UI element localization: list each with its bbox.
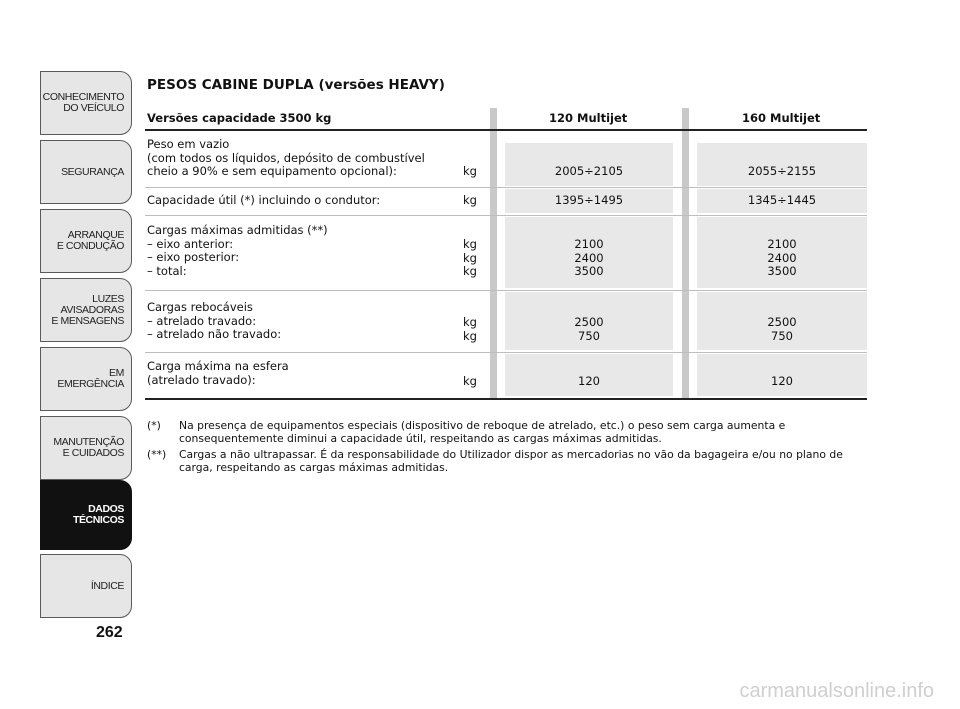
row-label-cargas-maximas: Cargas máximas admitidas (**) – eixo anterior: – eixo posterior: – total: — [147, 223, 328, 278]
row-separator — [145, 290, 867, 291]
value-120-capacidade-util: 1395÷1495 — [554, 193, 624, 207]
row-label-cargas-rebocaveis: Cargas rebocáveis – atrelado travado: – atrelado não travado: — [147, 300, 282, 341]
column-separator — [682, 108, 689, 400]
sidebar-tab-seguranca[interactable] — [40, 140, 132, 204]
value-120-cargas-maximas: 2100 2400 3500 — [574, 237, 604, 278]
footnote-text: Cargas a não ultrapassar. É da responsabilidade do Utilizador dispor as mercadorias no vão da bagageira e/ou no plano de carga, respeitando as cargas máximas admitidas. — [179, 448, 843, 474]
sidebar-tab-arranque[interactable] — [40, 209, 132, 273]
page-number: 262 — [96, 624, 123, 641]
footnotes — [147, 419, 867, 477]
sidebar-tab-label: DADOS TÉCNICOS — [72, 503, 124, 526]
row-unit: kg kg kg — [463, 237, 477, 278]
row-unit: kg — [463, 374, 477, 388]
sidebar-tab-label: CONHECIMENTO DO VEÍCULO — [42, 91, 124, 114]
page-title: PESOS CABINE DUPLA (versões HEAVY) — [147, 77, 445, 93]
value-160-cargas-rebocaveis: 2500 750 — [767, 315, 797, 343]
row-unit: kg — [463, 164, 477, 178]
sidebar-tab-luzes[interactable] — [40, 278, 132, 342]
row-label-carga-esfera: Carga máxima na esfera (atrelado travado): — [147, 359, 289, 387]
value-160-carga-esfera: 120 — [771, 374, 793, 388]
value-160-peso-vazio: 2055÷2155 — [747, 164, 817, 178]
footnote-mark: (*) — [147, 419, 161, 432]
sidebar-tab-label: LUZES AVISADORAS E MENSAGENS — [51, 292, 124, 327]
row-separator — [145, 187, 867, 188]
header-versions: Versões capacidade 3500 kg — [147, 111, 332, 125]
sidebar-tab-emergencia[interactable] — [40, 347, 132, 411]
footnote — [147, 419, 867, 445]
footnote-mark: (**) — [147, 448, 167, 461]
row-separator — [145, 352, 867, 353]
sidebar-tab-label: ÍNDICE — [90, 579, 124, 592]
sidebar-tab-conhecimento[interactable] — [40, 71, 132, 135]
sidebar-tab-label: SEGURANÇA — [61, 165, 124, 178]
value-160-capacidade-util: 1345÷1445 — [747, 193, 817, 207]
row-label-capacidade-util: Capacidade útil (*) incluindo o condutor: — [147, 193, 381, 207]
row-unit: kg — [463, 193, 477, 207]
row-label-peso-vazio: Peso em vazio (com todos os líquidos, depósito de combustível cheio a 90% e sem equipamento opcional): — [147, 137, 425, 178]
row-separator — [145, 215, 867, 216]
value-120-peso-vazio: 2005÷2105 — [554, 164, 624, 178]
header-160-multijet: 160 Multijet — [742, 111, 821, 125]
sidebar-tab-dados-tecnicos[interactable] — [40, 480, 132, 550]
column-separator — [490, 108, 497, 400]
watermark: carmanualsonline.info — [739, 680, 934, 702]
sidebar-tab-indice[interactable] — [40, 554, 132, 618]
value-120-carga-esfera: 120 — [578, 374, 600, 388]
sidebar-tab-label: EM EMERGÊNCIA — [57, 367, 124, 390]
sidebar-tab-label: MANUTENÇÃO E CUIDADOS — [53, 436, 124, 459]
header-120-multijet: 120 Multijet — [549, 111, 628, 125]
sidebar-tab-label: ARRANQUE E CONDUÇÃO — [56, 229, 124, 252]
row-unit: kg kg — [463, 315, 477, 343]
sidebar-tab-manutencao[interactable] — [40, 416, 132, 480]
table-bottom-rule — [145, 398, 867, 400]
value-120-cargas-rebocaveis: 2500 750 — [574, 315, 604, 343]
header-rule — [145, 129, 867, 131]
footnote — [147, 448, 867, 474]
footnote-text: Na presença de equipamentos especiais (dispositivo de reboque de atrelado, etc.) o peso sem carga aumenta e consequentemente diminui a capacidade útil, respeitando as cargas máximas admitidas. — [179, 419, 786, 445]
value-160-cargas-maximas: 2100 2400 3500 — [767, 237, 797, 278]
